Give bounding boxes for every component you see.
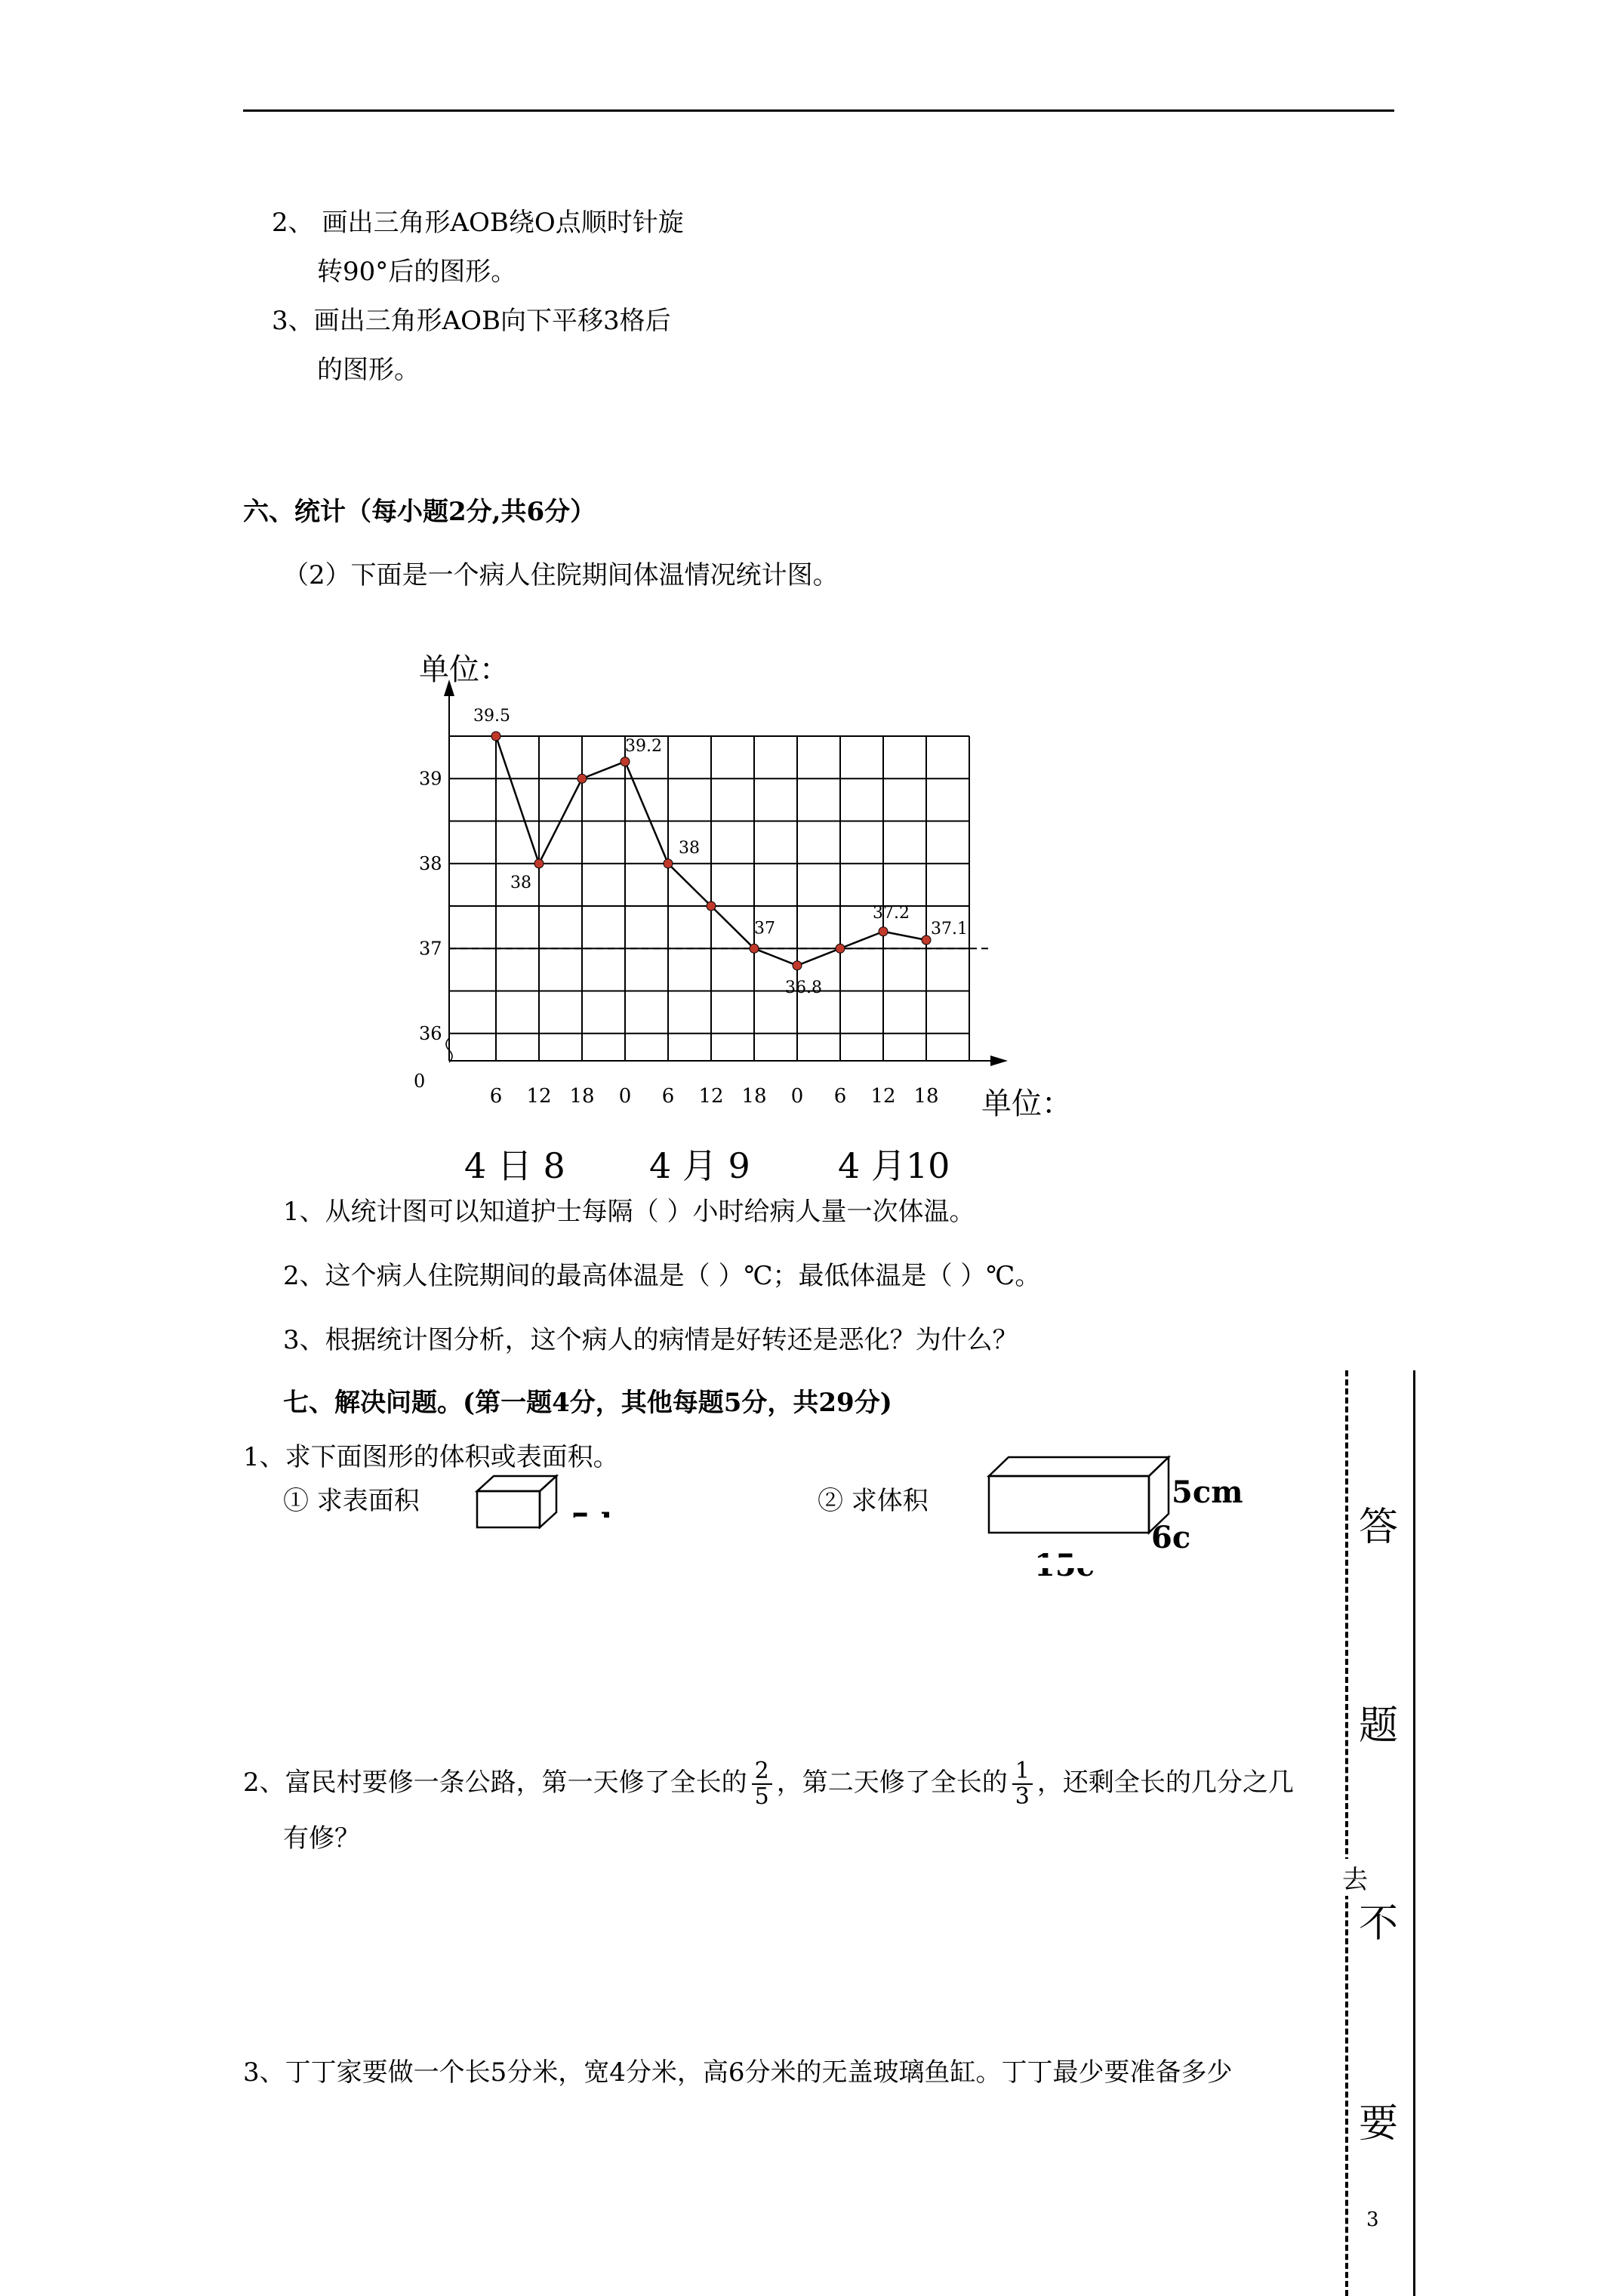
data-point <box>922 935 931 945</box>
data-label: 38 <box>510 873 531 892</box>
transform-q2-line1: 2、 画出三角形AOB绕O点顺时针旋 <box>272 208 684 238</box>
x-tick-label: 12 <box>698 1085 724 1108</box>
x-tick-label: 0 <box>618 1085 632 1108</box>
fraction-two-fifths: $\frac{2}{5}$ <box>752 1759 772 1809</box>
y-tick-label: 37 <box>419 938 442 960</box>
data-point <box>534 859 544 868</box>
x-tick-label: 12 <box>526 1085 552 1108</box>
y-tick-label: 36 <box>419 1022 442 1044</box>
fraction-one-third: $\frac{1}{3}$ <box>1012 1759 1033 1809</box>
day-label: 4 月10 <box>838 1145 950 1186</box>
problem-1a: ① 求表面积 <box>283 1486 420 1516</box>
sidebar-char-4: 不 <box>1359 1901 1399 1946</box>
sidebar-char-5: 要 <box>1359 2101 1399 2147</box>
data-point <box>793 961 802 970</box>
stats-q1: 1、从统计图可以知道护士每隔（ ）小时给病人量一次体温。 <box>283 1197 975 1227</box>
data-label: 37.1 <box>931 920 968 938</box>
stats-q3: 3、根据统计图分析，这个病人的病情是好转还是恶化？为什么？ <box>283 1325 1018 1355</box>
problem-1b: ② 求体积 <box>818 1486 929 1516</box>
data-point <box>577 774 587 783</box>
y-axis-label: 单位： <box>419 652 510 687</box>
problem-3: 3、丁丁家要做一个长5分米，宽4分米，高6分米的无盖玻璃鱼缸。丁丁最少要准备多少 <box>243 2057 1233 2088</box>
data-point <box>491 732 500 741</box>
data-point <box>836 944 845 953</box>
problem-2: 2、富民村要修一条公路，第一天修了全长的 $\frac{2}{5}$ ，第二天修了全长的 $\frac{1}{3}$ ，还剩全长的几分之几 <box>243 1758 1294 1810</box>
x-tick-label: 6 <box>489 1085 503 1108</box>
origin-label: 0 <box>414 1071 426 1092</box>
chart-grid <box>449 736 969 1061</box>
data-label: 39.5 <box>473 707 510 726</box>
data-point <box>707 901 716 911</box>
problem-2-line2: 有修？ <box>283 1823 360 1854</box>
data-point <box>664 859 673 868</box>
transform-q2-line2: 转90°后的图形。 <box>317 257 517 287</box>
day-label: 4 日 8 <box>464 1145 565 1186</box>
stats-q2: 2、这个病人住院期间的最高体温是（ ）℃；最低体温是（ ）℃。 <box>283 1261 1041 1291</box>
cuboid-width: 6c <box>1151 1520 1191 1555</box>
x-tick-label: 6 <box>661 1085 675 1108</box>
data-label: 38 <box>679 838 700 858</box>
x-tick-label: 12 <box>870 1085 896 1108</box>
stats-heading: 六、统计（每小题2分,共6分） <box>243 497 596 527</box>
y-tick-label: 38 <box>419 852 442 874</box>
data-point <box>750 944 759 953</box>
x-tick-label: 6 <box>833 1085 847 1108</box>
data-label: 39.2 <box>625 736 662 756</box>
data-label: 37 <box>754 919 775 938</box>
sidebar-char-2: 题 <box>1359 1703 1399 1749</box>
data-label: 37.2 <box>873 903 910 923</box>
data-point <box>621 757 630 766</box>
transform-q3-line2: 的图形。 <box>317 355 420 385</box>
data-point <box>879 927 888 936</box>
data-label: 36.8 <box>785 978 822 997</box>
x-tick-label: 18 <box>569 1085 595 1108</box>
cuboid-height: 5cm <box>1172 1475 1243 1510</box>
page-number: 3 <box>1366 2208 1379 2231</box>
sidebar-char-1: 答 <box>1359 1505 1399 1550</box>
header-rule <box>243 109 1394 112</box>
binding-dashed-line <box>1345 1370 1348 2296</box>
transform-q3-line1: 3、画出三角形AOB向下平移3格后 <box>272 306 671 336</box>
day-label: 4 月 9 <box>649 1145 750 1186</box>
y-tick-label: 39 <box>419 768 442 790</box>
temperature-chart <box>393 649 1117 1193</box>
x-tick-label: 0 <box>790 1085 804 1108</box>
stats-intro: （2）下面是一个病人住院期间体温情况统计图。 <box>283 560 839 590</box>
problem-1: 1、求下面图形的体积或表面积。 <box>243 1442 619 1472</box>
x-axis-arrow <box>990 1056 1008 1066</box>
x-tick-label: 18 <box>741 1085 767 1108</box>
sidebar-char-3: 去 <box>1342 1859 1368 1896</box>
binding-solid-line <box>1413 1370 1415 2296</box>
x-axis-label: 单位： <box>981 1086 1072 1121</box>
problems-heading: 七、解决问题。(第一题4分，其他每题5分，共29分) <box>283 1388 892 1418</box>
x-tick-label: 18 <box>913 1085 939 1108</box>
